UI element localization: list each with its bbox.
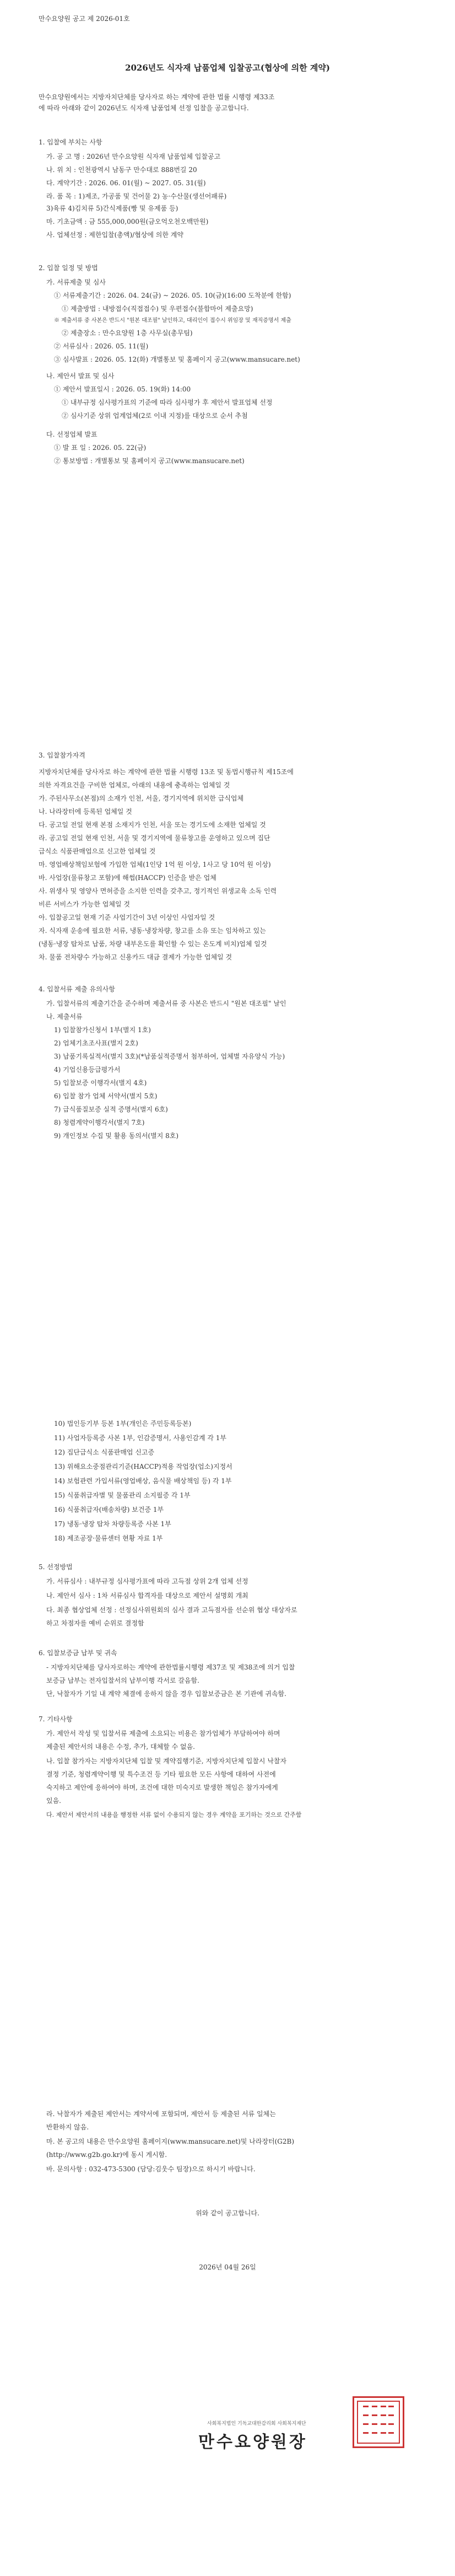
section-line: 보증금 납부는 전자입찰서의 납부이행 각서로 갈음함. bbox=[46, 1677, 199, 1684]
document-list-item: 2) 업체기초조사표(별지 2호) bbox=[54, 1039, 138, 1047]
section-line: ① 발 표 일 : 2026. 05. 22(금) bbox=[54, 444, 147, 452]
section-line: 바. 사업장(물류창고 포함)에 해썹(HACCP) 인증을 받은 업체 bbox=[39, 874, 216, 882]
document-list-item: 9) 개인정보 수집 및 활용 동의서(별지 8호) bbox=[54, 1132, 179, 1140]
section-line: ① 제출방법 : 내방접수(직접접수) 및 우편접수(불합마어 제출요망) bbox=[62, 305, 253, 313]
document-list-item: 16) 식품취급자(배송차량) 보건증 1부 bbox=[54, 1506, 164, 1514]
section-line: 하고 차점자를 예비 순위로 결정함 bbox=[46, 1619, 144, 1627]
section-line: (http://www.g2b.go.kr)에 동시 게시함. bbox=[46, 2151, 167, 2159]
document-list-item: 4) 기업신용등급평가서 bbox=[54, 1066, 121, 1074]
section-line: 반환하지 않음. bbox=[46, 2123, 89, 2131]
section-line: 나. 제출서류 bbox=[46, 1013, 83, 1021]
section-line: 마. 기초금액 : 금 555,000,000원(금오억오천오백만원) bbox=[46, 218, 209, 226]
document-list-item: 12) 집단급식소 식품판매업 신고증 bbox=[54, 1448, 155, 1456]
section-line: 결정 기준, 청렴계약이행 및 특수조건 등 기타 필요한 모든 사항에 대하여 사전에 bbox=[46, 1770, 276, 1778]
section-heading: 4. 입찰서류 제출 유의사항 bbox=[39, 985, 115, 993]
org-subtitle: 사회복지법인 기독교대한감리회 사회복지재단 bbox=[207, 2421, 306, 2427]
section-line: 의한 자격요건을 구비한 업체로, 아래의 내용에 충족하는 업체일 것 bbox=[39, 781, 230, 789]
section-line: ① 내부규정 심사평가표의 기준에 따라 심사평가 후 제안서 발표업체 선정 bbox=[62, 399, 273, 406]
section-line: 마. 영업배상책임보험에 가입한 업체(1인당 1억 원 이상, 1사고 당 10억 원 이상) bbox=[39, 861, 271, 868]
closing-text: 위와 같이 공고합니다. bbox=[196, 2209, 259, 2217]
section-line: 나. 입찰 참가자는 지방자치단체 입찰 및 계약집행기준, 지방자치단체 입찰시 낙찰자 bbox=[46, 1757, 287, 1765]
doc-number: 만수요양원 공고 제 2026-01호 bbox=[39, 15, 130, 23]
section-line: 사. 위생사 및 영양사 면허증을 소지한 인력을 갖추고, 정기적인 위생교육 소독 인력 bbox=[39, 887, 277, 895]
section-line: 사. 업체선정 : 제한입찰(총액)/협상에 의한 계약 bbox=[46, 231, 183, 239]
section-line: 차. 물품 전차량수 가능하고 신용카드 대금 결제가 가능한 업체일 것 bbox=[39, 953, 232, 961]
section-line: 가. 서류제출 및 심사 bbox=[46, 278, 106, 286]
section-line: 지방자치단체를 당사자로 하는 계약에 관한 법률 시행령 13조 및 동법시행규칙 제15조에 bbox=[39, 768, 294, 776]
section-line: 다. 공고일 전일 현재 본점 소재지가 인천, 서울 또는 경기도에 소재한 업체일 것 bbox=[39, 821, 266, 829]
section-line: 마. 본 공고의 내용은 만수요양원 홈페이지(www.mansucare.net)및 나라장터(G2B) bbox=[46, 2138, 295, 2145]
document-list-item: 8) 청렴계약이행각서(별지 7호) bbox=[54, 1119, 145, 1126]
document-list-item: 6) 입찰 참가 업체 서약서(별지 5호) bbox=[54, 1092, 158, 1100]
section-line: 숙지하고 제안에 응하여야 하며, 조건에 대한 미숙지로 발생한 책임은 참가자에게 bbox=[46, 1784, 278, 1791]
org-name: 만수요양원장 bbox=[198, 2433, 307, 2452]
section-line: ② 제출장소 : 만수요양원 1층 사무실(총무팀) bbox=[62, 329, 193, 337]
section-line: 다. 제안서 제안서의 내용을 행정한 서류 없이 수용되지 않는 경우 계약을 포기하는 것으로 간주함 bbox=[46, 1811, 302, 1818]
section-line: 가. 주된사무소(본점)의 소재가 인천, 서울, 경기지역에 위치한 급식업체 bbox=[39, 795, 244, 802]
document-list-item: 3) 납품기록실적서(별지 3호)(*납품실적증명서 첨부하여, 업체별 자유양식 가능) bbox=[54, 1053, 285, 1060]
section-heading: 3. 입찰참가자격 bbox=[39, 752, 85, 759]
document-list-item: 14) 보험관련 가입서류(영업배상, 음식물 배상책임 등) 각 1부 bbox=[54, 1477, 232, 1485]
page-title: 2026년도 식자재 납품업체 입찰공고(협상에 의한 계약) bbox=[125, 63, 330, 73]
document-list-item: 11) 사업자등록증 사본 1부, 인감증명서, 사용인감계 각 1부 bbox=[54, 1434, 226, 1442]
section-line: 다. 계약기간 : 2026. 06. 01(월) ~ 2027. 05. 31(월) bbox=[46, 179, 206, 187]
section-heading: 5. 선정방법 bbox=[39, 1563, 73, 1571]
section-line: 다. 최종 협상업체 선정 : 선정심사위원회의 심사 결과 고득점자를 선순위 협상 대상자로 bbox=[46, 1606, 297, 1614]
seal-icon bbox=[354, 2398, 403, 2446]
section-line: 가. 입찰서류의 제출기간을 준수하며 제출서류 중 사본은 반드시 "원본 대조필" 날인 bbox=[46, 1000, 286, 1007]
section-line: - 지방자치단체를 당사자로하는 계약에 관한법률시행령 제37조 및 제38조에 의거 입찰 bbox=[46, 1663, 295, 1671]
section-line: (냉동·냉장 탑차로 납품, 차량 내부온도를 확인할 수 있는 온도계 비치)업체 일것 bbox=[39, 940, 267, 948]
section-line: 라. 품 목 : 1)제조, 가공품 및 건어물 2) 농·수산물(생선어패류) bbox=[46, 192, 227, 200]
intro-line: 에 따라 아래와 같이 2026년도 식자재 납품업체 선정 입찰을 공고합니다. bbox=[39, 104, 249, 112]
document-list-item: 1) 입찰참가신청서 1부(별지 1호) bbox=[54, 1026, 151, 1034]
section-line: 나. 위 치 : 인천광역시 남동구 만수대로 888번길 20 bbox=[46, 166, 197, 174]
section-line: ② 심사기준 상위 업계업체(2로 이내 지정)를 대상으로 순서 추첨 bbox=[62, 412, 248, 420]
section-heading: 2. 입찰 일정 및 방법 bbox=[39, 264, 98, 272]
section-line: 나. 제안서 발표 및 심사 bbox=[46, 372, 115, 380]
section-line: 아. 입찰공고일 현재 기준 사업기간이 3년 이상인 사업자일 것 bbox=[39, 914, 215, 921]
section-line: 자. 식자재 운송에 필요한 서류, 냉동·냉장차량, 창고를 소유 또는 임차하고 있는 bbox=[39, 927, 266, 935]
section-heading: 7. 기타사항 bbox=[39, 1715, 73, 1723]
section-line: 바. 문의사항 : 032-473-5300 (담당:김웃수 팀장)으로 하시기 바랍니다. bbox=[46, 2165, 256, 2173]
section-line: ② 통보방법 : 개별통보 및 홈페이지 공고(www.mansucare.net) bbox=[54, 457, 245, 465]
section-line: 가. 서류심사 : 내부규정 심사평가표에 따라 고득점 상위 2개 업체 선정 bbox=[46, 1577, 248, 1585]
section-line: 가. 제안서 작성 및 입찰서류 제출에 소요되는 비용은 참가업체가 부담하여야 하며 bbox=[46, 1730, 280, 1737]
section-line: ③ 심사발표 : 2026. 05. 12(화) 개별통보 및 홈페이지 공고(www.mansucare.net) bbox=[54, 356, 300, 363]
document-list-item: 7) 급식품질보증 실적 증명서(별지 6호) bbox=[54, 1105, 168, 1113]
section-line: 단, 낙찰자가 기일 내 계약 체결에 응하지 않을 경우 입찰보증금은 본 기관에 귀속함. bbox=[46, 1690, 286, 1698]
section-line: 가. 공 고 명 : 2026년 만수요양원 식자재 납품업체 입찰공고 bbox=[46, 153, 221, 160]
section-line: 라. 낙찰자가 제출된 제안서는 계약서에 포함되며, 제안서 등 제출된 서류 일체는 bbox=[46, 2110, 276, 2118]
document-list-item: 15) 식품취급자별 및 물품관리 소지필증 각 1부 bbox=[54, 1491, 191, 1499]
section-line: 3)육류 4)김치류 5)간식제품(빵 및 유제품 등) bbox=[46, 205, 178, 212]
section-line: ① 제안서 발표일시 : 2026. 05. 19(화) 14:00 bbox=[54, 385, 191, 393]
section-line: 있음. bbox=[46, 1797, 61, 1805]
section-line: 제출된 제안서의 내용은 수정, 추가, 대체할 수 없음. bbox=[46, 1743, 195, 1751]
intro-line: 만수요양원에서는 지방자치단체를 당사자로 하는 계약에 관한 법률 시행령 제33조 bbox=[39, 93, 275, 101]
document-list-item: 13) 위해요소중점관리기준(HACCP)적용 작업장(업소)지정서 bbox=[54, 1463, 232, 1471]
section-heading: 1. 입찰에 부치는 사항 bbox=[39, 138, 102, 146]
section-line: 비른 서비스가 가능한 업체일 것 bbox=[39, 900, 130, 908]
section-line: 나. 제안서 심사 : 1차 서류심사 합격자를 대상으로 제안서 설명회 개최 bbox=[46, 1592, 248, 1600]
document-list-item: 10) 법인등기부 등본 1부(개인은 주민등록등본) bbox=[54, 1420, 192, 1427]
section-line: 급식소 식품판매업으로 신고한 업체일 것 bbox=[39, 847, 156, 855]
section-line: ② 서류심사 : 2026. 05. 11(월) bbox=[54, 342, 149, 350]
section-line: ① 서류제출기간 : 2026. 04. 24(금) ~ 2026. 05. 10(금)(16:00 도착분에 한함) bbox=[54, 292, 291, 299]
document-list-item: 17) 냉동·냉장 탑차 차량등록증 사본 1부 bbox=[54, 1520, 171, 1528]
section-line: 다. 선정업체 발표 bbox=[46, 431, 98, 438]
section-heading: 6. 입찰보증금 납부 및 귀속 bbox=[39, 1649, 117, 1657]
official-seal bbox=[353, 2396, 404, 2448]
document-list-item: 18) 제조공장·물류센터 현황 자료 1부 bbox=[54, 1534, 163, 1542]
section-line: 라. 공고일 전일 현재 인천, 서울 및 경기지역에 물류창고를 운영하고 있으며 집단 bbox=[39, 834, 270, 842]
document-list-item: 5) 입찰보증 이행각서(별지 4호) bbox=[54, 1079, 147, 1087]
section-note: ※ 제출서류 중 사본은 반드시 "원본 대조필" 날인하고, 대리인이 접수시 위임장 및 재직증명서 제출 bbox=[54, 318, 291, 324]
notice-date: 2026년 04월 26일 bbox=[199, 2263, 256, 2271]
section-line: 나. 나라장터에 등록된 업체일 것 bbox=[39, 808, 132, 815]
